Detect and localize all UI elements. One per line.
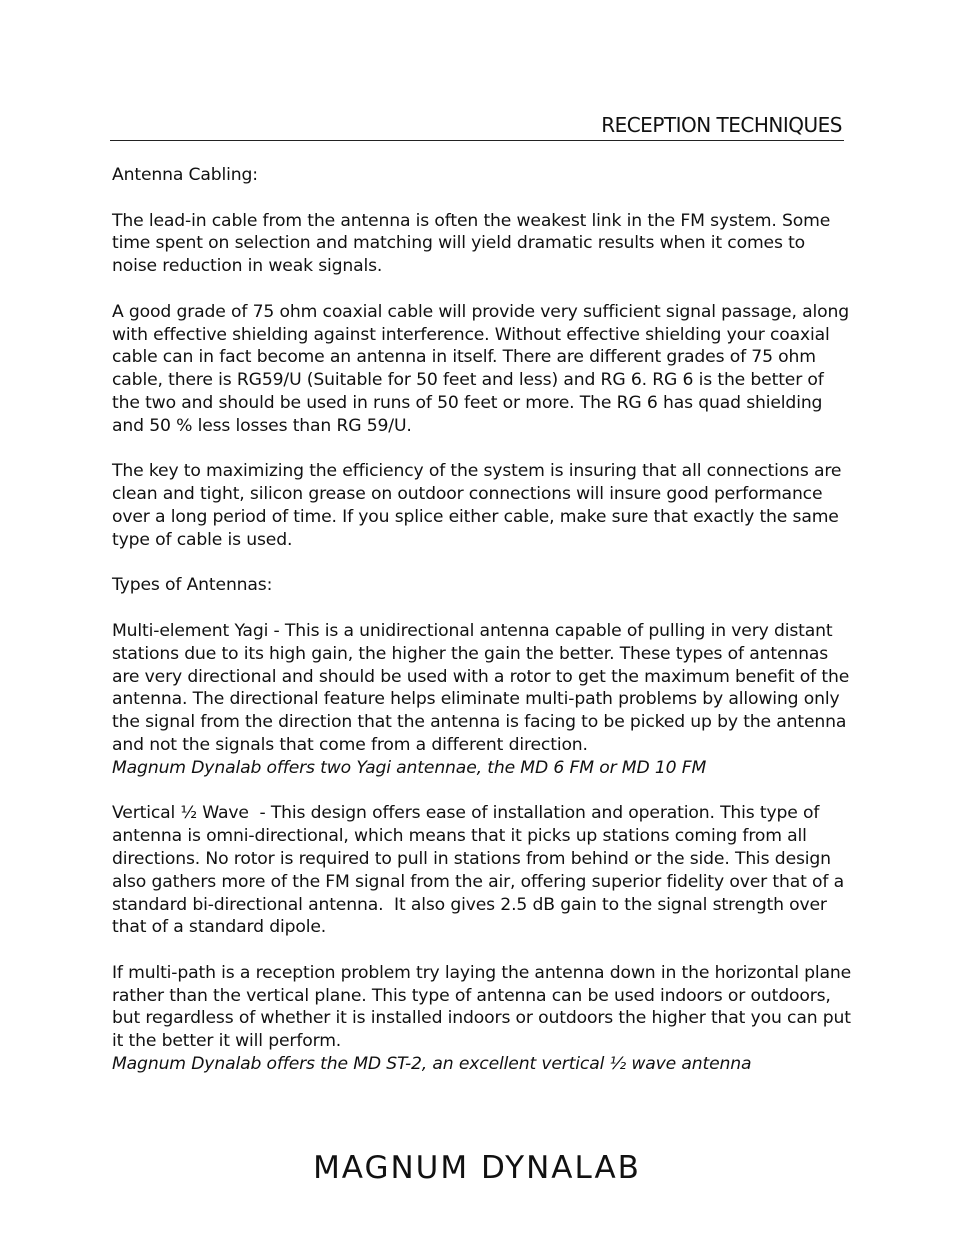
header-divider: [110, 140, 844, 141]
page-header-title: RECEPTION TECHNIQUES: [601, 113, 842, 137]
section-heading-types: Types of Antennas:: [112, 575, 273, 596]
document-body: [112, 164, 852, 1099]
footer-brand-logo: MAGNUM DYNALAB: [313, 1150, 641, 1186]
section-heading-cabling: Antenna Cabling:: [112, 165, 258, 185]
yagi-description: - This is a unidirectional antenna capable of pulling in very distant stations due to its high gain, the higher the gain the better. These types of antennas are very directional and should be used with a rotor to get the maximum benefit of the antenna. The directional feature helps eliminate multi-path problems by allowing only the signal from the direction that the antenna is facing to be picked up by the antenna and not the signals that come from a different direction.: [112, 620, 850, 755]
yagi-term: Multi-element Yagi: [112, 620, 269, 641]
cabling-paragraph-2: A good grade of 75 ohm coaxial cable will provide very sufficient signal passage, along with effective shielding against interference. Without effective shielding your coaxial cable can in fact become an antenna in itself. There are different grades of 75 ohm cable, there is RG59/U (Suitable for 50 feet and less) and RG 6. RG 6 is the better of the two and should be used in runs of 50 feet or more. The RG 6 has quad shielding and 50 % less losses than RG 59/U.: [112, 301, 849, 436]
vertical-promo: Magnum Dynalab offers the MD ST-2, an excellent vertical ½ wave antenna: [112, 1054, 752, 1075]
cabling-paragraph-3: The key to maximizing the efficiency of the system is insuring that all connections are clean and tight, silicon grease on outdoor connections will insure good performance over a long period of time. If you splice either cable, make sure that exactly the same type of cable is used.: [112, 461, 842, 550]
cabling-paragraph-1: The lead-in cable from the antenna is often the weakest link in the FM system. Some time spent on selection and matching will yield dramatic results when it comes to noise reduction in weak signals.: [112, 210, 831, 277]
vertical-paragraph: [112, 802, 852, 939]
vertical-term: Vertical ½ Wave: [112, 803, 249, 824]
vertical-description: - This design offers ease of installation and operation. This type of antenna is omni-directional, which means that it picks up stations coming from all directions. No rotor is required to pull in stations from behind or the side. This design also gathers more of the FM signal from the air, offering superior fidelity over that of a standard bi-directional antenna. It also gives 2.5 dB gain to the signal strength over that of a standard dipole.: [112, 803, 850, 938]
yagi-promo: Magnum Dynalab offers two Yagi antennae, the MD 6 FM or MD 10 FM: [112, 757, 707, 778]
yagi-paragraph: [112, 620, 852, 757]
vertical-paragraph-2: If multi-path is a reception problem try laying the antenna down in the horizontal plane rather than the vertical plane. This type of antenna can be used indoors or outdoors, but regardless of whether it is installed indoors or outdoors the higher that you can put it the better it will perform.: [112, 962, 852, 1052]
